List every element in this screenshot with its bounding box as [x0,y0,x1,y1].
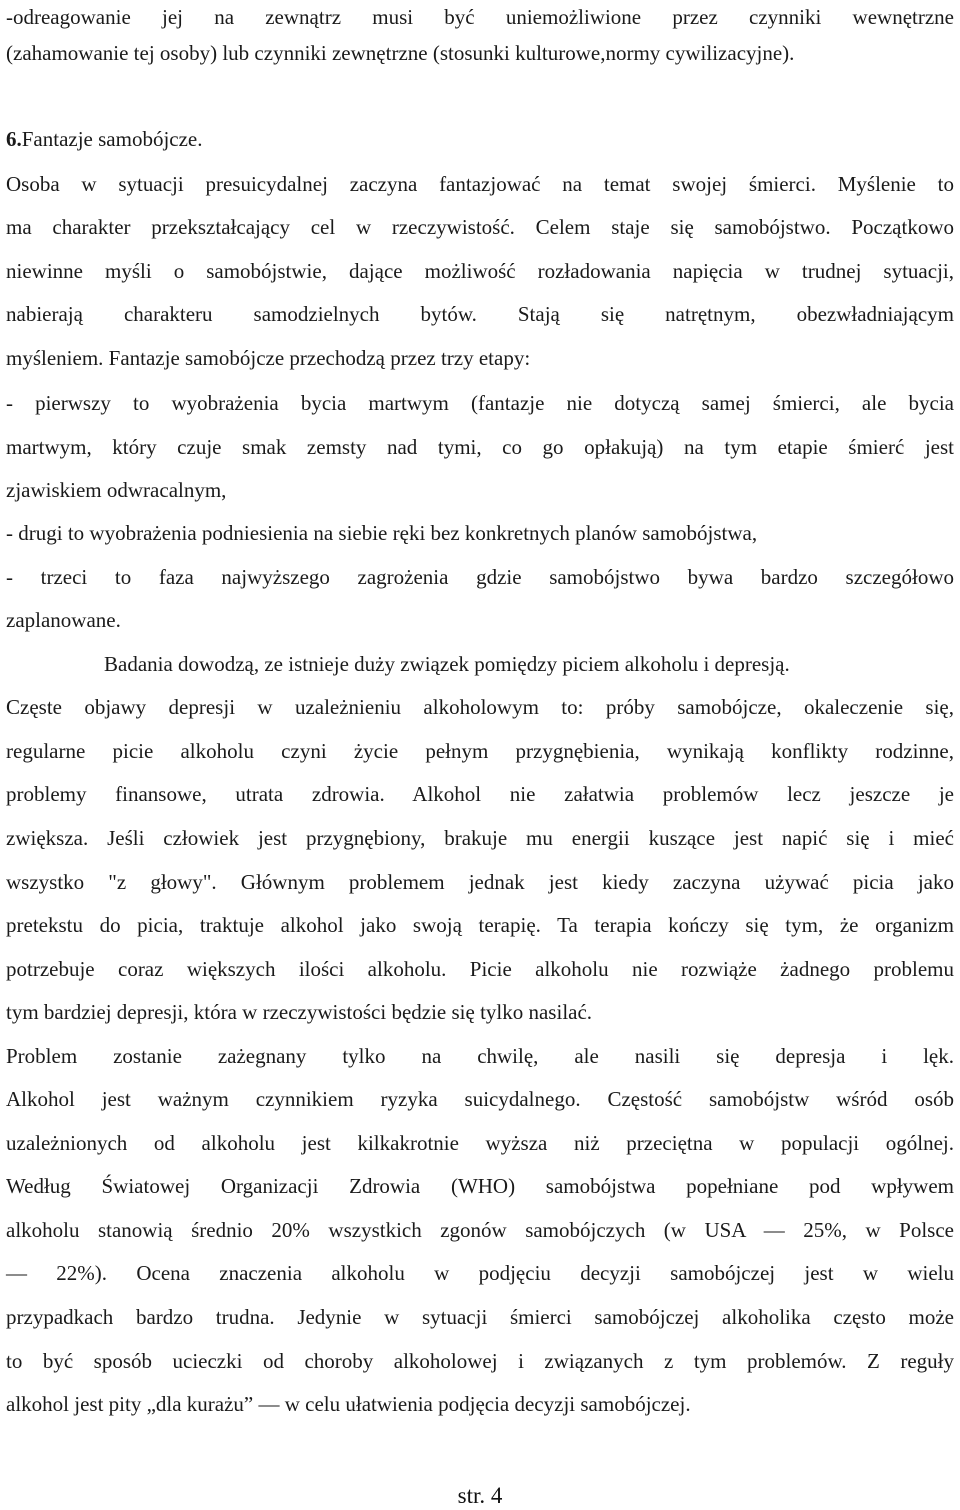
text-line: zjawiskiem odwracalnym, [6,478,227,502]
text-line: przypadkach bardzo trudna. Jedynie w sytuacji śmierci samobójczej alkoholika często może [6,1305,954,1329]
section-number: 6. [6,127,22,151]
text-line: potrzebuje coraz większych ilości alkoholu. Picie alkoholu nie rozwiąże żadnego problemu [6,957,954,981]
list-item: - drugi to wyobrażenia podniesienia na siebie ręki bez konkretnych planów samobójstwa, [6,521,758,545]
text-line: martwym, który czuje smak zemsty nad tymi, co go opłakują) na tym etapie śmierć jest [6,435,954,459]
list-item: - pierwszy to wyobrażenia bycia martwym (fantazje nie dotyczą samej śmierci, ale bycia [6,391,954,415]
text-line: to być sposób ucieczki od choroby alkoholowej i związanych z tym problemów. Z reguły [6,1349,954,1373]
text-line: Częste objawy depresji w uzależnieniu alkoholowym to: próby samobójcze, okaleczenie się, [6,695,954,719]
text-line: alkoholu stanowią średnio 20% wszystkich zgonów samobójczych (w USA — 25%, w Polsce [6,1218,954,1242]
text-line: myśleniem. Fantazje samobójcze przechodzą przez trzy etapy: [6,346,531,370]
text-line: niewinne myśli o samobójstwie, dające możliwość rozładowania napięcia w trudnej sytuacji, [6,259,954,283]
text-line: problemy finansowe, utrata zdrowia. Alkohol nie załatwia problemów lecz jeszcze je [6,782,954,806]
list-item: - trzeci to faza najwyższego zagrożenia gdzie samobójstwo bywa bardzo szczegółowo [6,565,954,589]
text-line: tym bardziej depresji, która w rzeczywistości będzie się tylko nasilać. [6,1000,593,1024]
text-line: zaplanowane. [6,608,121,632]
page-number: str. 4 [457,1483,503,1508]
text-line: ma charakter przekształcający cel w rzeczywistość. Celem staje się samobójstwo. Początkowo [6,215,954,239]
section-heading [6,126,954,152]
text-line: pretekstu do picia, traktuje alkohol jako swoją terapię. Ta terapia kończy się tym, że organizm [6,913,954,937]
text-line: Według Światowej Organizacji Zdrowia (WHO) samobójstwa popełniane pod wpływem [6,1174,954,1198]
text-line: -odreagowanie jej na zewnątrz musi być uniemożliwione przez czynniki wewnętrzne [6,5,954,29]
text-line: wszystko "z głowy". Głównym problemem jednak jest kiedy zaczyna używać picia jako [6,870,954,894]
text-line: regularne picie alkoholu czyni życie pełnym przygnębienia, wynikają konflikty rodzinne, [6,739,954,763]
text-line: Osoba w sytuacji presuicydalnej zaczyna fantazjować na temat swojej śmierci. Myślenie to [6,172,954,196]
section-title: Fantazje samobójcze. [21,127,203,151]
text-line: Problem zostanie zażegnany tylko na chwilę, ale nasili się depresja i lęk. [6,1044,954,1068]
paragraph-start: Badania dowodzą, ze istnieje duży związek pomiędzy piciem alkoholu i depresją. [104,652,790,676]
text-line: Alkohol jest ważnym czynnikiem ryzyka suicydalnego. Częstość samobójstw wśród osób [6,1087,954,1111]
text-line: alkohol jest pity „dla kurażu” — w celu ułatwienia podjęcia decyzji samobójczej. [6,1392,691,1416]
text-line: zwiększa. Jeśli człowiek jest przygnębiony, brakuje mu energii kuszące jest napić się i mieć [6,826,954,850]
text-line: nabierają charakteru samodzielnych bytów. Stają się natrętnym, obezwładniającym [6,302,954,326]
text-line: (zahamowanie tej osoby) lub czynniki zewnętrzne (stosunki kulturowe,normy cywilizacyjne). [6,41,795,65]
text-line: — 22%). Ocena znaczenia alkoholu w podjęciu decyzji samobójczej jest w wielu [6,1261,954,1285]
text-line: uzależnionych od alkoholu jest kilkakrotnie wyższa niż przeciętna w populacji ogólnej. [6,1131,954,1155]
